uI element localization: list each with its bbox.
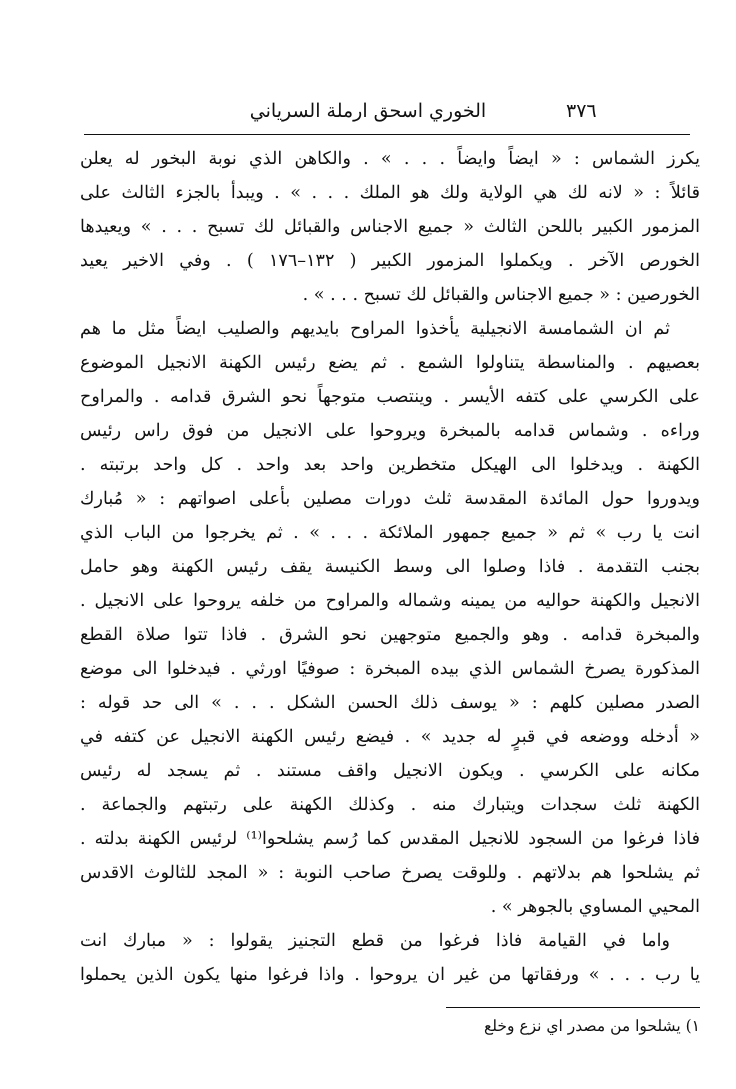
body-text bbox=[80, 142, 700, 992]
text-line: الكهنة . ويدخلوا الى الهيكل متخطرين واحد بعد واحد . كل واحد برتبته . bbox=[80, 455, 700, 475]
text-line: على الكرسي على كتفه الأيسر . وينتصب متوجهاً نحو الشرق قدامه . والمراوح bbox=[80, 387, 700, 407]
text-line: ثم يشلحوا هم بدلاتهم . وللوقت يصرخ صاحب النوبة : « المجد للثالوث الاقدس bbox=[80, 863, 700, 883]
text-line: المزمور الكبير باللحن الثالث « جميع الاجناس والقبائل لك تسبح . . . » ويعيدها bbox=[80, 217, 700, 237]
text-line: ثم ان الشمامسة الانجيلية يأخذوا المراوح بايديهم والصليب ايضاً مثل ما هم bbox=[80, 319, 670, 339]
text-line: المذكورة يصرخ الشماس الذي بيده المبخرة : صوفيًا اورثي . فيدخلوا الى موضع bbox=[80, 659, 700, 679]
text-line: بعصيهم . والمناسطة يتناولوا الشمع . ثم يضع رئيس الكهنة الانجيل الموضوع bbox=[80, 353, 700, 373]
text-line: يكرز الشماس : « ايضاً وايضاً . . . » . والكاهن الذي نوبة البخور له يعلن bbox=[80, 149, 700, 169]
footnote: ١) يشلحوا من مصدر اي نزع وخلع bbox=[484, 1017, 700, 1035]
text-line: الكهنة ثلث سجدات ويتبارك منه . وكذلك الكهنة على رتبتهم والجماعة . bbox=[80, 795, 700, 815]
page-header bbox=[0, 98, 736, 132]
page-number: ٣٧٦ bbox=[566, 100, 597, 122]
text-line: يا رب . . . » ورفقاتها من غير ان يروحوا . واذا فرغوا منها يكون الذين يحملوا bbox=[80, 965, 700, 985]
text-line: الخورص الآخر . ويكملوا المزمور الكبير ( ١٣٢–١٧٦ ) . وفي الاخير يعيد bbox=[80, 251, 700, 271]
running-title: الخوري اسحق ارملة السرياني bbox=[249, 100, 487, 122]
text-line: مكانه على الكرسي . ويكون الانجيل واقف مستند . ثم يسجد له رئيس bbox=[80, 761, 700, 781]
text-line: ويدوروا حول المائدة المقدسة ثلث دورات مصلين بأعلى اصواتهم : « مُبارك bbox=[80, 489, 700, 509]
text-line: الخورصين : « جميع الاجناس والقبائل لك تسبح . . . » . bbox=[302, 285, 700, 305]
text-line: وراءه . وشماس قدامه بالمبخرة ويروحوا على الانجيل من فوق راس رئيس bbox=[80, 421, 700, 441]
text-line: بجنب التقدمة . فاذا وصلوا الى وسط الكنيسة يقف رئيس الكهنة وهو حامل bbox=[80, 557, 700, 577]
text-line: واما في القيامة فاذا فرغوا من قطع التجنيز يقولوا : « مبارك انت bbox=[80, 931, 670, 951]
header-rule bbox=[84, 134, 690, 135]
text-line: « أدخله ووضعه في قبرٍ له جديد » . فيضع رئيس الكهنة الانجيل عن كتفه في bbox=[80, 727, 700, 747]
footnote-rule bbox=[446, 1007, 700, 1008]
text-line: الانجيل والكهنة حواليه من يمينه وشماله والمراوح من خلفه يروحوا على الانجيل . bbox=[80, 591, 700, 611]
text-line: والمبخرة قدامه . وهو والجميع متوجهين نحو الشرق . فاذا تتوا صلاة القطع bbox=[80, 625, 700, 645]
text-line: المحيي المساوي بالجوهر » . bbox=[490, 897, 700, 917]
text-line: الصدر مصلين كلهم : « يوسف ذلك الحسن الشكل . . . » الى حد قوله : bbox=[80, 693, 700, 713]
text-line: انت يا رب » ثم « جميع جمهور الملائكة . . . » . ثم يخرجوا من الباب الذي bbox=[80, 523, 700, 543]
text-line: فاذا فرغوا من السجود للانجيل المقدس كما رُسم يشلحوا⁽¹⁾ لرئيس الكهنة بدلته . bbox=[80, 829, 700, 849]
text-line: قائلاً : « لانه لك هي الولاية ولك هو الملك . . . » . ويبدأ بالجزء الثالث على bbox=[80, 183, 700, 203]
